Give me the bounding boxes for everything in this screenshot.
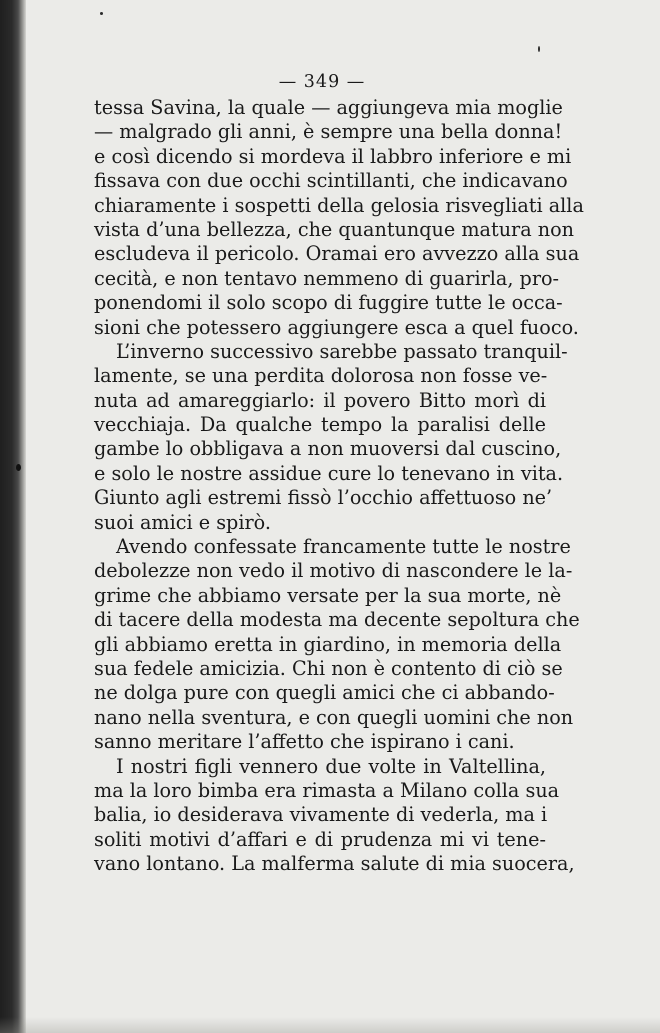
text-line: sioni che potessero aggiungere esca a quel fuoco.: [94, 315, 579, 339]
text-line: vista d’una bellezza, che quantunque matura non: [94, 217, 575, 241]
body-text: [94, 96, 584, 877]
text-line: sanno meritare l’affetto che ispirano i cani.: [94, 730, 515, 754]
text-line: e così dicendo si mordeva il labbro inferiore e mi: [94, 144, 572, 168]
text-line: gambe lo obbligava a non muoversi dal cuscino,: [94, 437, 562, 461]
page-number: — 349 —: [278, 72, 366, 92]
text-line: Giunto agli estremi fissò l’occhio affettuoso ne’: [94, 486, 553, 510]
text-line: L’inverno successivo sarebbe passato tranquil-: [116, 339, 568, 363]
text-line: vecchiaja. Da qualche tempo la paralisi delle: [94, 413, 546, 437]
book-binding-edge: [0, 0, 26, 1033]
paper-speck: [100, 12, 103, 15]
text-line: sua fedele amicizia. Chi non è contento di ciò se: [94, 656, 563, 680]
text-line: ma la loro bimba era rimasta a Milano colla sua: [94, 778, 560, 802]
text-line: tessa Savina, la quale — aggiungeva mia moglie: [94, 96, 563, 119]
text-line: Avendo confessate francamente tutte le nostre: [116, 535, 571, 559]
text-line: suoi amici e spirò.: [94, 510, 271, 534]
text-line: grime che abbiamo versate per la sua morte, nè: [94, 583, 562, 607]
page-bottom-shadow: [0, 1017, 660, 1033]
text-line: cecità, e non tentavo nemmeno di guarirla, pro-: [94, 266, 560, 290]
text-line: chiaramente i sospetti della gelosia risvegliati alla: [94, 193, 584, 217]
text-line: gli abbiamo eretta in giardino, in memoria della: [94, 632, 562, 656]
text-line: nano nella sventura, e con quegli uomini che non: [94, 705, 574, 729]
text-line: ne dolga pure con quegli amici che ci abbando-: [94, 681, 555, 705]
text-line: ponendomi il solo scopo di fuggire tutte le occa-: [94, 291, 563, 315]
text-line: lamente, se una perdita dolorosa non fosse ve-: [94, 364, 548, 388]
text-line: e solo le nostre assidue cure lo tenevano in vita.: [94, 461, 564, 485]
paper-speck: [538, 46, 540, 52]
text-line: escludeva il pericolo. Oramai ero avvezzo alla sua: [94, 242, 580, 266]
binding-hole: [16, 464, 21, 471]
text-line: di tacere della modesta ma decente sepoltura che: [94, 608, 580, 632]
text-line: nuta ad amareggiarlo: il povero Bitto morì di: [94, 388, 546, 412]
text-line: I nostri figli vennero due volte in Valtellina,: [116, 754, 546, 778]
text-line: — malgrado gli anni, è sempre una bella donna!: [94, 120, 563, 144]
text-line: fissava con due occhi scintillanti, che indicavano: [94, 169, 568, 193]
text-line: soliti motivi d’affari e di prudenza mi vi tene-: [94, 827, 546, 851]
text-line: balia, io desiderava vivamente di vederla, ma i: [94, 803, 548, 827]
text-line: debolezze non vedo il motivo di nascondere le la-: [94, 559, 573, 583]
text-line: vano lontano. La malferma salute di mia suocera,: [94, 852, 575, 876]
